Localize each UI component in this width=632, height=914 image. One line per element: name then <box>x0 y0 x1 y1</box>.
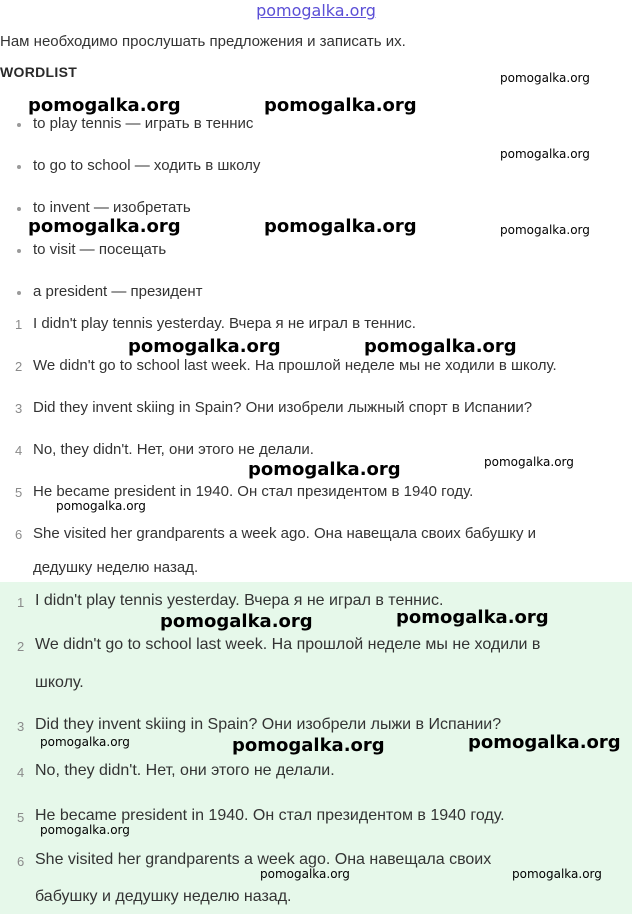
watermark: pomogalka.org <box>128 336 281 357</box>
site-header-link[interactable]: pomogalka.org <box>256 1 376 20</box>
task-instruction: Нам необходимо прослушать предложения и записать их. <box>0 33 406 50</box>
wordlist-item: to visit — посещать <box>33 241 167 258</box>
answer-number: 5 <box>17 810 25 825</box>
wordlist-item: to play tennis — играть в теннис <box>33 115 254 132</box>
watermark: pomogalka.org <box>468 732 621 753</box>
watermark: pomogalka.org <box>40 735 130 749</box>
watermark: pomogalka.org <box>500 223 590 237</box>
answer-text: She visited her grandparents a week ago. Она навещала своих <box>35 851 492 868</box>
watermark: pomogalka.org <box>28 216 181 237</box>
answer-text: I didn't play tennis yesterday. Вчера я не играл в теннис. <box>35 592 444 609</box>
sentence-text: We didn't go to school last week. На прошлой неделе мы не ходили в школу. <box>33 357 557 374</box>
sentence-number: 4 <box>15 443 23 458</box>
answer-text: He became president in 1940. Он стал президентом в 1940 году. <box>35 807 505 824</box>
answer-text: Did they invent skiing in Spain? Они изобрели лыжи в Испании? <box>35 716 502 733</box>
answer-text: No, they didn't. Нет, они этого не делали. <box>35 762 335 779</box>
sentence-number: 2 <box>15 359 23 374</box>
watermark: pomogalka.org <box>260 867 350 881</box>
watermark: pomogalka.org <box>232 735 385 756</box>
watermark: pomogalka.org <box>364 336 517 357</box>
sentence-number: 3 <box>15 401 23 416</box>
watermark: pomogalka.org <box>512 867 602 881</box>
wordlist-item: to invent — изобретать <box>33 199 191 216</box>
sentence-text: She visited her grandparents a week ago. Она навещала своих бабушку и <box>33 525 537 542</box>
sentence-text: He became president in 1940. Он стал президентом в 1940 году. <box>33 483 474 500</box>
watermark: pomogalka.org <box>56 499 146 513</box>
wordlist-title: WORDLIST <box>0 64 78 80</box>
answer-text-continued: школу. <box>35 674 84 691</box>
watermark: pomogalka.org <box>264 95 417 116</box>
answer-text-continued: бабушку и дедушку неделю назад. <box>35 888 292 905</box>
watermark: pomogalka.org <box>40 823 130 837</box>
sentence-number: 1 <box>15 317 23 332</box>
watermark: pomogalka.org <box>248 459 401 480</box>
watermark: pomogalka.org <box>28 95 181 116</box>
wordlist-item: to go to school — ходить в школу <box>33 157 261 174</box>
watermark: pomogalka.org <box>500 71 590 85</box>
answer-number: 6 <box>17 854 25 869</box>
sentence-text-continued: дедушку неделю назад. <box>33 559 199 576</box>
answer-number: 1 <box>17 595 25 610</box>
sentence-text: I didn't play tennis yesterday. Вчера я не играл в теннис. <box>33 315 416 332</box>
watermark: pomogalka.org <box>160 611 313 632</box>
watermark: pomogalka.org <box>264 216 417 237</box>
sentence-number: 5 <box>15 485 23 500</box>
sentence-number: 6 <box>15 527 23 542</box>
wordlist-item: a president — президент <box>33 283 203 300</box>
watermark: pomogalka.org <box>396 607 549 628</box>
sentence-text: No, they didn't. Нет, они этого не делали. <box>33 441 314 458</box>
watermark: pomogalka.org <box>500 147 590 161</box>
watermark: pomogalka.org <box>484 455 574 469</box>
answer-number: 2 <box>17 639 25 654</box>
answer-text: We didn't go to school last week. На прошлой неделе мы не ходили в <box>35 636 541 653</box>
sentence-text: Did they invent skiing in Spain? Они изобрели лыжный спорт в Испании? <box>33 399 533 416</box>
answer-number: 4 <box>17 765 25 780</box>
answer-number: 3 <box>17 719 25 734</box>
